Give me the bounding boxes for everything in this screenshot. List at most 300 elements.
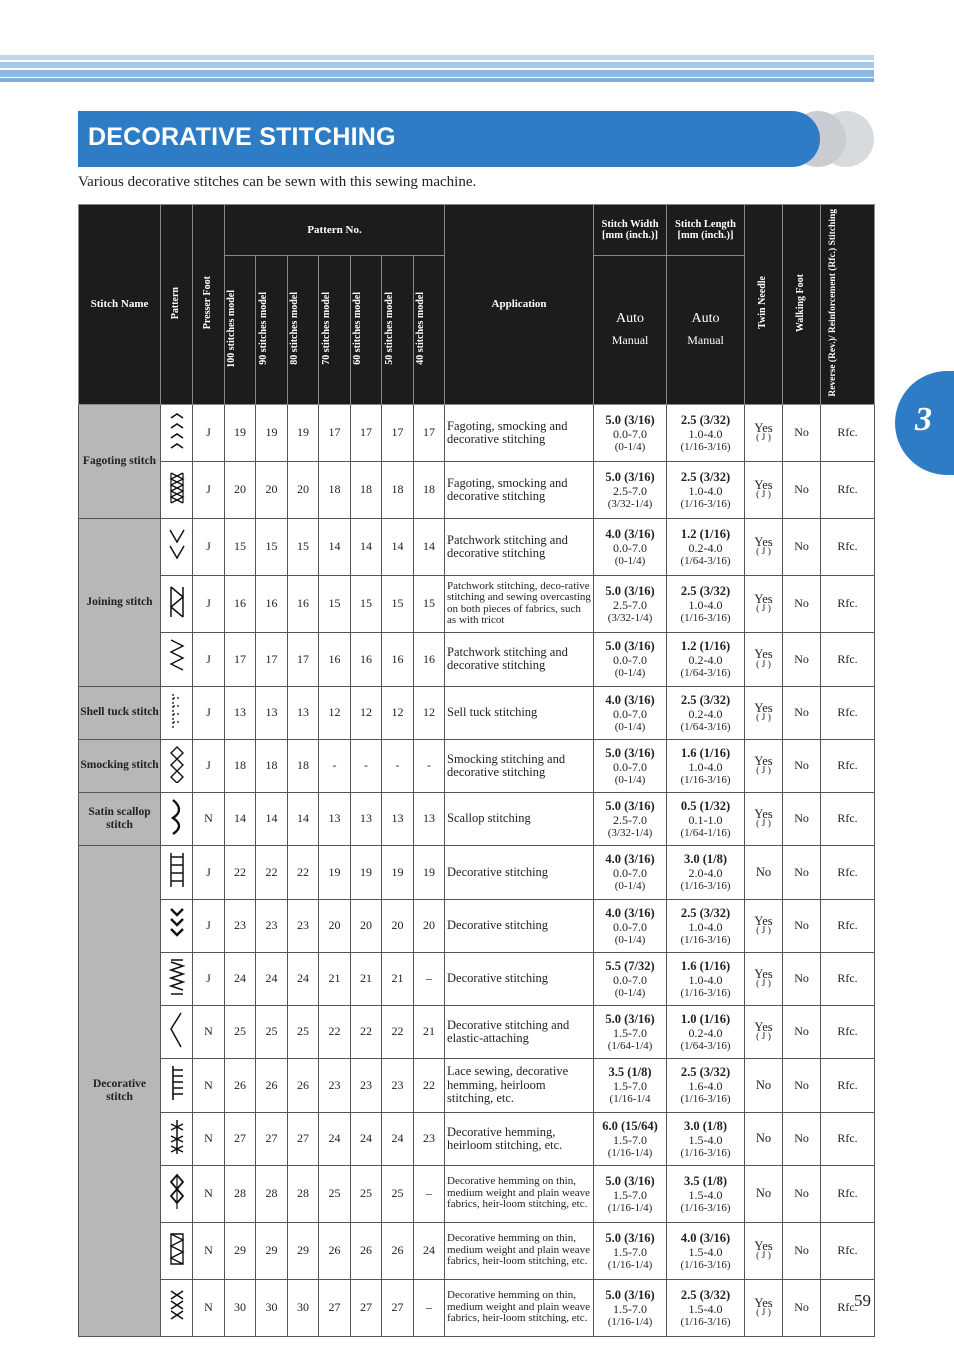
presser-foot: J [193,632,225,686]
twin-needle [745,404,783,461]
width-manual: 1.5-7.0 [613,1025,648,1040]
length-manual: 2.0-4.0 [688,866,723,881]
pattern-no: 17 [225,632,256,686]
pattern-no: 20 [382,899,414,952]
length-manual: 1.5-4.0 [688,1132,723,1147]
pattern-no: 14 [382,518,414,575]
pattern-no: 25 [256,1005,288,1058]
table-row [79,461,875,518]
twin-needle-value: Yes [754,1238,773,1253]
width-manual-inch: (0-1/4) [614,554,646,567]
length-manual-inch: (1/64-3/16) [680,554,731,567]
reverse-stitching: Rfc. [821,952,875,1005]
pattern-no: 19 [351,845,382,899]
width-auto: 5.0 (3/16) [605,1011,655,1026]
pattern-no: 13 [319,792,351,845]
twin-needle [745,1165,783,1222]
stitch-width [594,792,667,845]
width-manual: 2.5-7.0 [613,597,648,612]
pattern-no: 16 [319,632,351,686]
width-auto: 6.0 (15/64) [602,1118,658,1133]
length-manual: 1.0-4.0 [688,597,723,612]
pattern-no: 12 [382,686,414,739]
pattern-cell [161,845,193,899]
pattern-no: 19 [225,404,256,461]
width-manual: 0.0-7.0 [613,540,648,555]
deco-cross-icon [167,1287,187,1325]
walking-foot: No [783,1279,821,1336]
stitch-length [667,404,745,461]
walking-foot: No [783,404,821,461]
reverse-stitching: Rfc. [821,1222,875,1279]
twin-needle-foot: ( J ) [756,979,771,990]
stitch-width [594,1112,667,1165]
walking-foot: No [783,575,821,632]
length-auto: 2.5 (3/32) [680,1287,731,1302]
pattern-cell [161,575,193,632]
width-manual: 2.5-7.0 [613,483,648,498]
pattern-no: 17 [288,632,319,686]
header-model-40: 40 stitches model [414,256,445,404]
header-stitch-width: Stitch Width [mm (inch.)] [594,205,667,256]
twin-needle [745,518,783,575]
width-auto: 5.0 (3/16) [605,798,655,813]
pattern-no: 18 [351,461,382,518]
application: Patchwork stitching, deco-rative stitching and sewing overcasting on both pieces of fabrics, such as with tricot [445,575,594,632]
application: Decorative hemming on thin, medium weight and plain weave fabrics, heir-loom stitching, etc. [445,1279,594,1336]
length-manual-inch: (1/64-3/16) [680,1039,731,1052]
width-manual-inch: (3/32-1/4) [607,611,653,624]
stitch-width [594,899,667,952]
width-manual-inch: (1/16-1/4 [609,1093,651,1106]
twin-needle-value: Yes [754,1019,773,1034]
width-manual-inch: (1/16-1/4) [607,1146,653,1159]
length-manual-inch: (1/16-3/16) [680,880,731,893]
width-manual-inch: (0-1/4) [614,933,646,946]
length-manual-inch: (1/16-3/16) [680,986,731,999]
pattern-no: 13 [414,792,445,845]
table-row [79,1112,875,1165]
stitch-length [667,518,745,575]
deco-comb-icon [167,1064,187,1102]
table-row [79,1005,875,1058]
walking-foot: No [783,792,821,845]
width-auto: 4.0 (3/16) [605,905,655,920]
pattern-cell [161,899,193,952]
stitch-name: Satin scallop stitch [79,792,161,845]
walking-foot: No [783,739,821,792]
stitch-width [594,952,667,1005]
pattern-no: 23 [351,1058,382,1112]
table-row [79,518,875,575]
pattern-no: 27 [288,1112,319,1165]
length-manual: 1.0-4.0 [688,483,723,498]
pattern-no: 14 [414,518,445,575]
width-manual: 1.5-7.0 [613,1132,648,1147]
pattern-no: 24 [256,952,288,1005]
twin-needle-value: No [755,1077,772,1092]
pattern-no: 13 [351,792,382,845]
width-auto: 5.0 (3/16) [605,1287,655,1302]
stitch-length [667,845,745,899]
length-auto: 0.5 (1/32) [680,798,731,813]
stitch-width [594,1222,667,1279]
deco-diamond-icon [167,1173,187,1211]
pattern-no: 24 [414,1222,445,1279]
pattern-no: 15 [256,518,288,575]
twin-needle-value: Yes [754,913,773,928]
width-manual: 0.0-7.0 [613,706,648,721]
walking-foot: No [783,899,821,952]
pattern-no: 15 [351,575,382,632]
pattern-no: 22 [351,1005,382,1058]
shell-tuck-icon [167,692,187,730]
intro-text: Various decorative stitches can be sewn with this sewing machine. [78,174,477,190]
pattern-no: 22 [382,1005,414,1058]
width-manual-inch: (0-1/4) [614,720,646,733]
length-auto: 2.5 (3/32) [680,412,731,427]
page-title: DECORATIVE STITCHING [88,123,396,151]
stitch-length [667,1112,745,1165]
presser-foot: J [193,518,225,575]
pattern-no: 17 [414,404,445,461]
pattern-no: 24 [288,952,319,1005]
presser-foot: J [193,461,225,518]
width-manual: 0.0-7.0 [613,972,648,987]
length-auto: 2.5 (3/32) [680,905,731,920]
length-auto: 2.5 (3/32) [680,469,731,484]
reverse-stitching: Rfc. [821,575,875,632]
header-model-60: 60 stitches model [351,256,382,404]
application: Decorative stitching and elastic-attaching [445,1005,594,1058]
pattern-no: 15 [225,518,256,575]
twin-needle [745,1112,783,1165]
header-width-auto-manual: Auto Manual [594,256,667,404]
deco-box-icon [167,1230,187,1268]
application: Decorative stitching [445,952,594,1005]
pattern-no: 13 [288,686,319,739]
pattern-no: 29 [225,1222,256,1279]
walking-foot: No [783,1058,821,1112]
table-row [79,739,875,792]
reverse-stitching: Rfc. [821,845,875,899]
pattern-no: 30 [225,1279,256,1336]
deco-zigzag-band-icon [167,958,187,996]
reverse-stitching: Rfc. [821,739,875,792]
width-manual-inch: (0-1/4) [614,880,646,893]
width-manual-inch: (0-1/4) [614,667,646,680]
pattern-no: 20 [288,461,319,518]
pattern-no: 16 [225,575,256,632]
pattern-no: 17 [319,404,351,461]
twin-needle-foot: ( J ) [756,713,771,724]
length-auto: 1.2 (1/16) [680,639,731,654]
header-length-auto-manual: Auto Manual [667,256,745,404]
length-manual: 0.2-4.0 [688,653,723,668]
pattern-no: 26 [351,1222,382,1279]
pattern-no: 26 [382,1222,414,1279]
pattern-no: 19 [319,845,351,899]
twin-needle-value: No [755,864,772,879]
width-manual: 2.5-7.0 [613,812,648,827]
length-auto: 2.5 (3/32) [680,1065,731,1080]
stitch-length [667,686,745,739]
header-pattern-no: Pattern No. [225,205,445,256]
satin-scallop-icon [167,798,187,836]
header-model-80: 80 stitches model [288,256,319,404]
header-stitch-name: Stitch Name [79,205,161,405]
deco-elastic-icon [167,1011,187,1049]
length-manual-inch: (1/64-1/16) [680,826,731,839]
stitch-name: Smocking stitch [79,739,161,792]
length-manual-inch: (1/16-3/16) [680,611,731,624]
joining-2-icon [167,583,187,621]
pattern-no: 29 [288,1222,319,1279]
pattern-no: 14 [319,518,351,575]
twin-needle-foot: ( J ) [756,604,771,615]
stitch-width [594,461,667,518]
width-manual: 1.5-7.0 [613,1187,648,1202]
width-manual: 1.5-7.0 [613,1301,648,1316]
width-manual-inch: (0-1/4) [614,773,646,786]
width-manual: 0.0-7.0 [613,866,648,881]
width-auto: 4.0 (3/16) [605,852,655,867]
pattern-no: 23 [414,1112,445,1165]
length-manual: 0.2-4.0 [688,540,723,555]
pattern-no: 15 [288,518,319,575]
pattern-no: 18 [319,461,351,518]
width-manual-inch: (3/32-1/4) [607,826,653,839]
reverse-stitching: Rfc. [821,1058,875,1112]
width-auto: 5.0 (3/16) [605,469,655,484]
application: Decorative hemming on thin, medium weight and plain weave fabrics, heir-loom stitching, etc. [445,1165,594,1222]
length-manual-inch: (1/16-3/16) [680,1201,731,1214]
width-auto: 5.0 (3/16) [605,583,655,598]
walking-foot: No [783,686,821,739]
stitch-width [594,632,667,686]
fagoting-2-icon [167,469,187,507]
pattern-cell [161,1058,193,1112]
pattern-no: 17 [351,404,382,461]
application: Decorative hemming on thin, medium weight and plain weave fabrics, heir-loom stitching, etc. [445,1222,594,1279]
header-pattern: Pattern [161,205,193,405]
walking-foot: No [783,1005,821,1058]
pattern-no: 27 [225,1112,256,1165]
pattern-cell [161,792,193,845]
pattern-no: 23 [319,1058,351,1112]
pattern-no: - [351,739,382,792]
pattern-no: 21 [414,1005,445,1058]
pattern-no: 13 [382,792,414,845]
stitch-length [667,1058,745,1112]
twin-needle-foot: ( J ) [756,547,771,558]
stitch-length [667,1005,745,1058]
presser-foot: N [193,1222,225,1279]
width-auto: 4.0 (3/16) [605,692,655,707]
header-twin-needle: Twin Needle [745,205,783,405]
header-model-50: 50 stitches model [382,256,414,404]
header-model-70: 70 stitches model [319,256,351,404]
twin-needle-value: Yes [754,966,773,981]
table-row [79,404,875,461]
pattern-no: 23 [225,899,256,952]
pattern-no: 30 [256,1279,288,1336]
twin-needle-value: Yes [754,647,773,662]
presser-foot: J [193,575,225,632]
stitch-table [78,204,875,1337]
pattern-no: 16 [414,632,445,686]
pattern-no: 24 [382,1112,414,1165]
stitch-width [594,1058,667,1112]
twin-needle [745,792,783,845]
walking-foot: No [783,845,821,899]
pattern-no: 14 [225,792,256,845]
pattern-no: 19 [414,845,445,899]
pattern-no: 16 [256,575,288,632]
pattern-no: 13 [256,686,288,739]
length-auto: 2.5 (3/32) [680,692,731,707]
pattern-no: 16 [351,632,382,686]
application: Lace sewing, decorative hemming, heirloom stitching, etc. [445,1058,594,1112]
presser-foot: N [193,1005,225,1058]
twin-needle-value: Yes [754,534,773,549]
length-manual-inch: (1/16-3/16) [680,773,731,786]
presser-foot: J [193,899,225,952]
pattern-cell [161,952,193,1005]
twin-needle [745,952,783,1005]
pattern-cell [161,461,193,518]
length-manual-inch: (1/16-3/16) [680,497,731,510]
width-manual: 0.0-7.0 [613,759,648,774]
pattern-no: 23 [382,1058,414,1112]
width-manual-inch: (1/16-1/4) [607,1315,653,1328]
pattern-no: 21 [319,952,351,1005]
presser-foot: J [193,404,225,461]
pattern-cell [161,1165,193,1222]
width-manual-inch: (1/64-1/4) [607,1039,653,1052]
stitch-width [594,1005,667,1058]
pattern-no: – [414,1279,445,1336]
table-row [79,1279,875,1336]
pattern-no: 28 [288,1165,319,1222]
pattern-no: 23 [256,899,288,952]
pattern-no: 25 [319,1165,351,1222]
stitch-length [667,899,745,952]
pattern-no: 19 [382,845,414,899]
stitch-name: Joining stitch [79,518,161,686]
twin-needle-foot: ( J ) [756,1308,771,1319]
pattern-no: 16 [288,575,319,632]
stitch-width [594,575,667,632]
pattern-cell [161,1222,193,1279]
width-auto: 4.0 (3/16) [605,526,655,541]
pattern-no: 19 [256,404,288,461]
pattern-no: 18 [414,461,445,518]
pattern-no: 21 [351,952,382,1005]
twin-needle-value: Yes [754,700,773,715]
stitch-length [667,792,745,845]
table-row [79,1058,875,1112]
presser-foot: J [193,739,225,792]
pattern-no: 30 [288,1279,319,1336]
header-walking-foot: Walking Foot [783,205,821,405]
stitch-width [594,518,667,575]
pattern-cell [161,1112,193,1165]
pattern-cell [161,518,193,575]
twin-needle [745,1279,783,1336]
walking-foot: No [783,1222,821,1279]
pattern-no: 25 [288,1005,319,1058]
length-manual-inch: (1/16-3/16) [680,1258,731,1271]
twin-needle [745,1058,783,1112]
table-row [79,845,875,899]
twin-needle-foot: ( J ) [756,926,771,937]
pattern-no: 26 [225,1058,256,1112]
presser-foot: N [193,1279,225,1336]
pattern-no: 19 [288,404,319,461]
walking-foot: No [783,1112,821,1165]
length-manual: 0.2-4.0 [688,1025,723,1040]
application: Fagoting, smocking and decorative stitching [445,404,594,461]
application: Smocking stitching and decorative stitching [445,739,594,792]
application: Sell tuck stitching [445,686,594,739]
stitch-name: Fagoting stitch [79,404,161,518]
pattern-no: 28 [225,1165,256,1222]
pattern-no: 18 [225,739,256,792]
application: Decorative stitching [445,845,594,899]
pattern-no: 25 [351,1165,382,1222]
twin-needle [745,686,783,739]
pattern-no: 14 [288,792,319,845]
presser-foot: J [193,845,225,899]
pattern-no: 22 [288,845,319,899]
stitch-length [667,952,745,1005]
twin-needle-foot: ( J ) [756,490,771,501]
smocking-icon [167,745,187,783]
twin-needle-foot: ( J ) [756,819,771,830]
reverse-stitching: Rfc. [821,1005,875,1058]
title-bar [78,111,820,167]
header-reverse: Reverse (Rev.)/ Reinforcement (Rfc.) Stitching [821,205,875,405]
length-manual: 1.6-4.0 [688,1079,723,1094]
pattern-no: 16 [382,632,414,686]
fagoting-1-icon [167,412,187,450]
table-row [79,1222,875,1279]
reverse-stitching: Rfc. [821,1112,875,1165]
length-manual-inch: (1/64-3/16) [680,720,731,733]
pattern-no: 17 [256,632,288,686]
twin-needle-foot: ( J ) [756,766,771,777]
twin-needle-value: Yes [754,477,773,492]
pattern-no: 18 [382,461,414,518]
pattern-no: 22 [256,845,288,899]
length-manual: 1.0-4.0 [688,759,723,774]
pattern-no: 26 [319,1222,351,1279]
twin-needle [745,461,783,518]
pattern-cell [161,632,193,686]
page-number: 59 [854,1291,871,1310]
width-manual-inch: (1/16-1/4) [607,1258,653,1271]
pattern-cell [161,686,193,739]
walking-foot: No [783,632,821,686]
length-auto: 1.6 (1/16) [680,745,731,760]
header-model-90: 90 stitches model [256,256,288,404]
twin-needle-foot: ( J ) [756,1032,771,1043]
joining-1-icon [167,526,187,564]
walking-foot: No [783,1165,821,1222]
deco-ladder-icon [167,851,187,889]
header-application: Application [445,205,594,405]
